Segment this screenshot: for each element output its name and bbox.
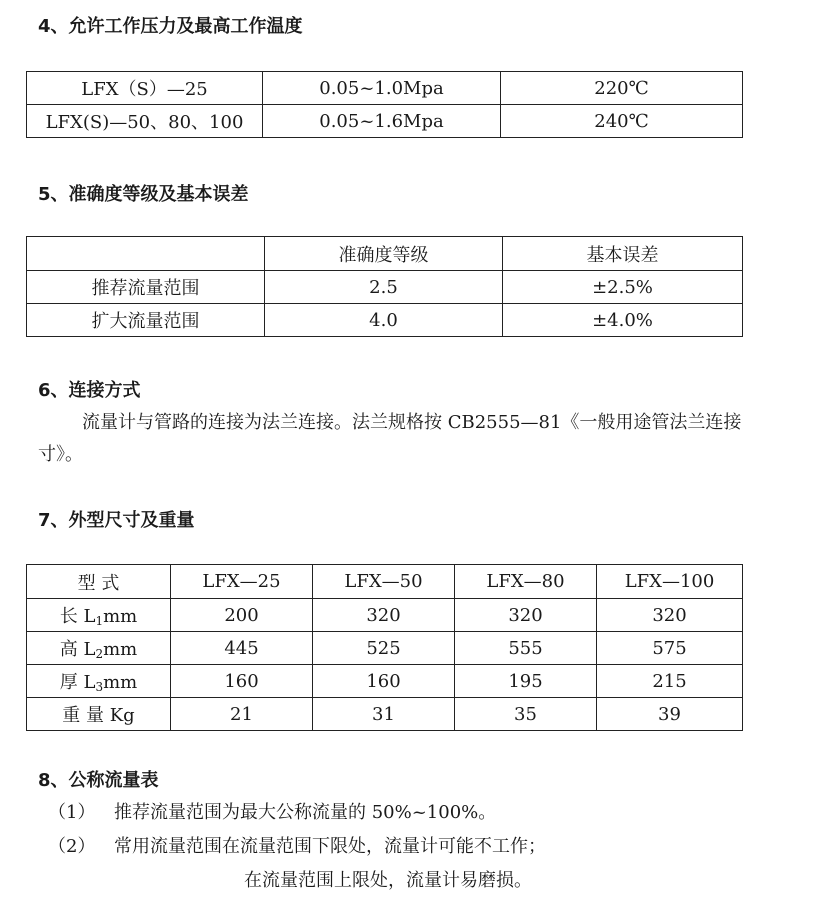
table-row — [27, 271, 743, 304]
table-cell: 35 — [455, 698, 597, 731]
table-cell: 575 — [597, 632, 743, 665]
section-4-heading: 4、允许工作压力及最高工作温度 — [38, 16, 303, 37]
table-row — [27, 599, 743, 632]
table-row — [27, 105, 743, 138]
table-row — [27, 632, 743, 665]
row-label-weight: 重 量 Kg — [27, 698, 171, 731]
table-header-cell: LFX—50 — [313, 565, 455, 599]
table-cell: 扩大流量范围 — [27, 304, 265, 337]
table-cell: 320 — [313, 599, 455, 632]
section-8-heading: 8、公称流量表 — [38, 770, 159, 791]
table-row — [27, 665, 743, 698]
table-cell: 2.5 — [265, 271, 503, 304]
table-cell: 0.05~1.0Mpa — [263, 72, 501, 105]
table-cell: 320 — [597, 599, 743, 632]
table-cell: 240℃ — [501, 105, 743, 138]
table-cell: 0.05~1.6Mpa — [263, 105, 501, 138]
table-cell: 320 — [455, 599, 597, 632]
table-cell: 220℃ — [501, 72, 743, 105]
section-6-heading: 6、连接方式 — [38, 380, 141, 401]
table-cell: 21 — [171, 698, 313, 731]
table-header-cell: 型 式 — [27, 565, 171, 599]
list-item-number: （1） — [48, 802, 96, 823]
table-cell: 200 — [171, 599, 313, 632]
pressure-temperature-table — [26, 71, 743, 138]
table-header-cell: LFX—25 — [171, 565, 313, 599]
table-cell: 215 — [597, 665, 743, 698]
row-label-height: 高 $L_2mm$ — [27, 632, 171, 665]
table-cell — [27, 237, 265, 271]
table-cell: LFX（S）—25 — [27, 72, 263, 105]
table-header-cell: 准确度等级 — [265, 237, 503, 271]
table-cell: 39 — [597, 698, 743, 731]
table-row — [27, 698, 743, 731]
table-cell: LFX(S)—50、80、100 — [27, 105, 263, 138]
table-cell: 445 — [171, 632, 313, 665]
row-label-length: 长 $L_1mm$ — [27, 599, 171, 632]
table-header-cell: LFX—100 — [597, 565, 743, 599]
section-5-heading: 5、准确度等级及基本误差 — [38, 184, 249, 205]
table-cell: ±4.0% — [503, 304, 743, 337]
table-cell: 4.0 — [265, 304, 503, 337]
table-cell: ±2.5% — [503, 271, 743, 304]
list-item-continuation: 在流量范围上限处，流量计易磨损。 — [244, 870, 532, 891]
table-cell: 525 — [313, 632, 455, 665]
accuracy-table — [26, 236, 743, 337]
dimensions-weight-table — [26, 564, 743, 731]
table-cell: 555 — [455, 632, 597, 665]
table-cell: 160 — [313, 665, 455, 698]
section-7-heading: 7、外型尺寸及重量 — [38, 510, 195, 531]
table-header-cell: LFX—80 — [455, 565, 597, 599]
connection-paragraph-line-2: 寸》。 — [38, 444, 83, 465]
list-item-text: 常用流量范围在流量范围下限处，流量计可能不工作； — [114, 836, 546, 857]
row-label-thickness: 厚 $L_3mm$ — [27, 665, 171, 698]
list-item-number: （2） — [48, 836, 96, 857]
table-row — [27, 72, 743, 105]
list-item-text: 推荐流量范围为最大公称流量的 50%~100%。 — [114, 802, 497, 823]
table-row — [27, 304, 743, 337]
table-cell: 31 — [313, 698, 455, 731]
table-header-row — [27, 565, 743, 599]
table-cell: 160 — [171, 665, 313, 698]
table-header-cell: 基本误差 — [503, 237, 743, 271]
table-header-row — [27, 237, 743, 271]
table-cell: 推荐流量范围 — [27, 271, 265, 304]
table-cell: 195 — [455, 665, 597, 698]
connection-paragraph-line-1: 流量计与管路的连接为法兰连接。法兰规格按 CB2555—81《一般用途管法兰连接 — [82, 412, 742, 433]
